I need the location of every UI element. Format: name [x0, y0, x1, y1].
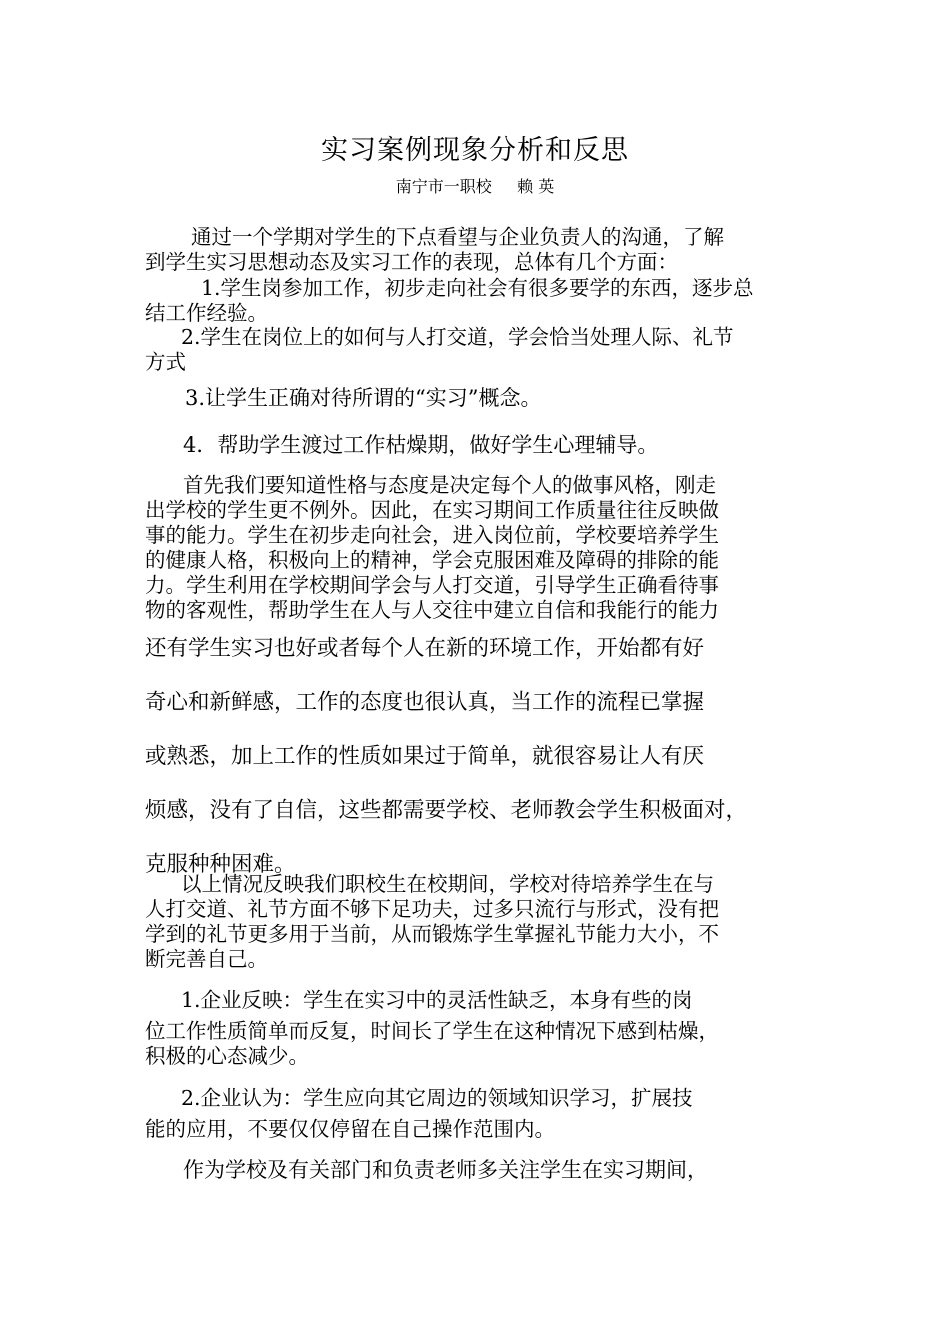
text-line: 方式: [145, 350, 186, 374]
text-line: 积极的心态减少。: [145, 1044, 309, 1068]
text-line: 2.企业认为：学生应向其它周边的领域知识学习，扩展技: [181, 1086, 693, 1110]
list-item-2: [145, 325, 820, 375]
paragraph-summary: [145, 872, 820, 972]
text-line: 位工作性质简单而反复，时间长了学生在这种情况下感到枯燥，: [145, 1019, 719, 1043]
text-line: 物的客观性，帮助学生在人与人交往中建立自信和我能行的能力: [145, 598, 719, 622]
text-line: 学到的礼节更多用于当前，从而锻炼学生掌握礼节能力大小，不: [145, 922, 719, 946]
text-line: 通过一个学期对学生的下点看望与企业负责人的沟通，了解: [191, 225, 724, 249]
paragraph-school-focus: [145, 1157, 820, 1184]
text-line: 到学生实习思想动态及实习工作的表现，总体有几个方面：: [145, 250, 678, 274]
text-line: 首先我们要知道性格与态度是决定每个人的做事风格，刚走: [183, 473, 716, 497]
enterprise-feedback-1: [145, 982, 820, 1069]
list-item-1: [145, 276, 820, 326]
page-title: 实习案例现象分析和反思: [321, 135, 629, 166]
list-item-4: [145, 432, 820, 459]
text-line: 奇心和新鲜感，工作的态度也很认真，当工作的流程已掌握: [145, 690, 705, 715]
paragraph-intro: [145, 225, 820, 275]
text-line: 1.企业反映：学生在实习中的灵活性缺乏，本身有些的岗: [181, 988, 693, 1012]
paragraph-new-environment: [145, 622, 820, 892]
text-line: 力。学生利用在学校期间学会与人打交道，引导学生正确看待事: [145, 573, 719, 597]
text-line: 出学校的学生更不例外。因此，在实习期间工作质量往往反映做: [145, 498, 719, 522]
text-line: 的健康人格，积极向上的精神，学会克服困难及障碍的排除的能: [145, 548, 719, 572]
text-line: 3.让学生正确对待所谓的“实习”概念。: [185, 386, 542, 410]
text-line: 作为学校及有关部门和负责老师多关注学生在实习期间，: [183, 1158, 708, 1182]
enterprise-feedback-2: [145, 1080, 820, 1142]
text-line: 能的应用，不要仅仅停留在自己操作范围内。: [145, 1117, 555, 1141]
text-line: 4．帮助学生渡过工作枯燥期，做好学生心理辅导。: [183, 433, 659, 457]
list-item-3: [145, 385, 820, 412]
text-line: 断完善自己。: [145, 947, 268, 971]
text-line: 烦感，没有了自信，这些都需要学校、老师教会学生积极面对，: [145, 798, 748, 823]
text-line: 人打交道、礼节方面不够下足功夫，过多只流行与形式，没有把: [145, 897, 719, 921]
paragraph-attitude: [145, 473, 820, 623]
text-line: 克服种种困难。: [145, 852, 296, 877]
text-line: 结工作经验。: [145, 301, 268, 325]
author-byline: 南宁市一职校 赖 英: [395, 177, 555, 196]
text-line: 事的能力。学生在初步走向社会，进入岗位前，学校要培养学生: [145, 523, 719, 547]
text-line: 1.学生岗参加工作，初步走向社会有很多要学的东西，逐步总: [201, 276, 754, 300]
text-line: 或熟悉，加上工作的性质如果过于简单，就很容易让人有厌: [145, 744, 705, 769]
text-line: 2.学生在岗位上的如何与人打交道，学会恰当处理人际、礼节: [181, 325, 734, 349]
text-line: 还有学生实习也好或者每个人在新的环境工作，开始都有好: [145, 636, 705, 661]
text-line: 以上情况反映我们职校生在校期间，学校对待培养学生在与: [181, 872, 714, 896]
